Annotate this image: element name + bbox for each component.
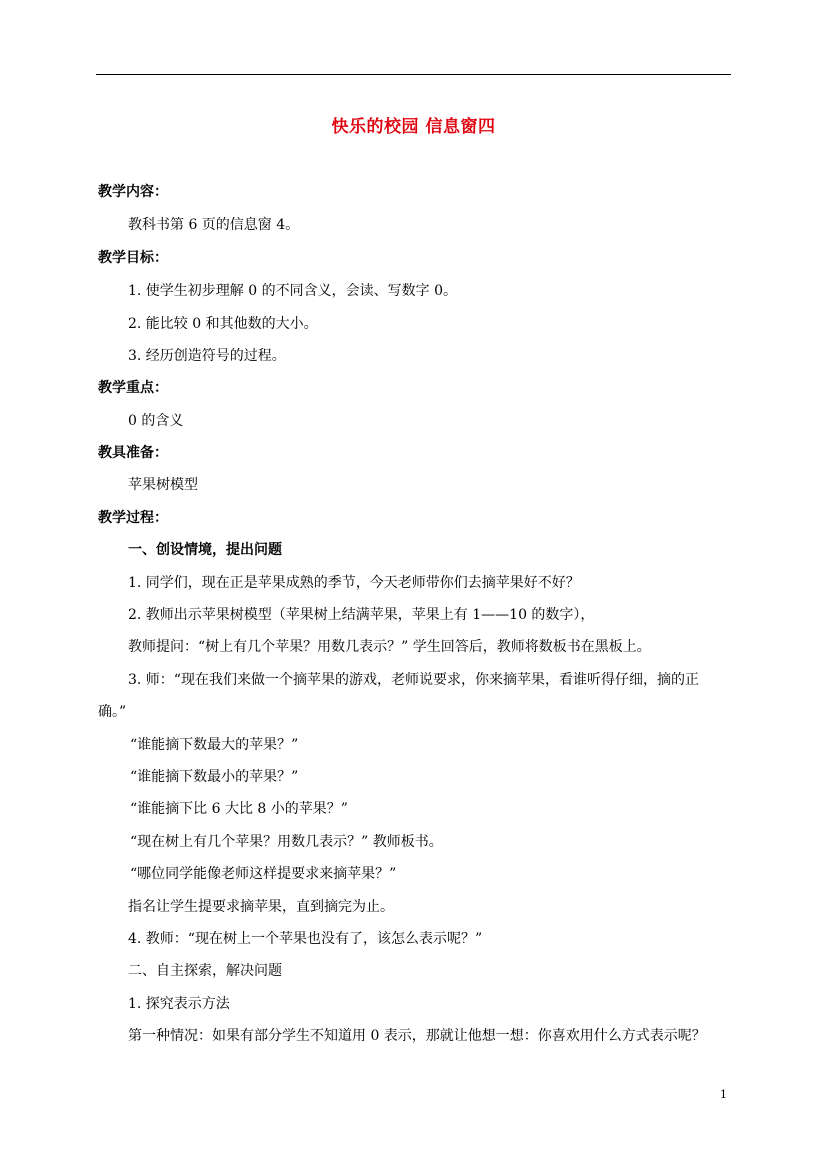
paragraph: 教科书第 6 页的信息窗 4。	[128, 217, 300, 233]
quote-line: “哪位同学能像老师这样提要求来摘苹果？”	[130, 866, 397, 882]
header-rule	[96, 74, 731, 75]
document-title: 快乐的校园 信息窗四	[331, 117, 496, 137]
paragraph: 1. 同学们，现在正是苹果成熟的季节，今天老师带你们去摘苹果好不好？	[128, 575, 580, 591]
paragraph: 教师提问：“树上有几个苹果？用数几表示？” 学生回答后，教师将数板书在黑板上。	[128, 639, 651, 655]
heading-teaching-goals: 教学目标：	[98, 250, 168, 266]
paragraph: 2. 教师出示苹果树模型（苹果树上结满苹果，苹果上有 1——10 的数字），	[128, 607, 595, 623]
list-item: 1. 使学生初步理解 0 的不同含义，会读、写数字 0。	[128, 283, 457, 299]
heading-teaching-process: 教学过程：	[98, 510, 168, 526]
quote-line: “现在树上有几个苹果？用数几表示？” 教师板书。	[130, 834, 443, 850]
paragraph: 0 的含义	[128, 413, 184, 429]
paragraph: 4. 教师：“现在树上一个苹果也没有了，该怎么表示呢？”	[128, 931, 483, 947]
section-heading: 一、创设情境，提出问题	[128, 542, 282, 558]
quote-line: “谁能摘下数最大的苹果？”	[130, 737, 299, 753]
paragraph-continuation: 确。”	[98, 704, 127, 720]
paragraph: 指名让学生提要求摘苹果，直到摘完为止。	[128, 899, 394, 915]
paragraph: 3. 师：“现在我们来做一个摘苹果的游戏，老师说要求，你来摘苹果，看谁听得仔细，摘的正	[128, 672, 699, 688]
quote-line: “谁能摘下数最小的苹果？”	[130, 769, 299, 785]
paragraph: 第一种情况：如果有部分学生不知道用 0 表示，那就让他想一想：你喜欢用什么方式表示呢？	[128, 1028, 706, 1044]
quote-line: “谁能摘下比 6 大比 8 小的苹果？”	[130, 801, 348, 817]
heading-teaching-content: 教学内容：	[98, 184, 168, 200]
heading-key-points: 教学重点：	[98, 380, 168, 396]
page-number: 1	[720, 1088, 727, 1101]
paragraph: 1. 探究表示方法	[128, 996, 230, 1012]
list-item: 3. 经历创造符号的过程。	[128, 348, 286, 364]
list-item: 2. 能比较 0 和其他数的大小。	[128, 316, 318, 332]
heading-materials: 教具准备：	[98, 445, 168, 461]
section-heading: 二、自主探索，解决问题	[128, 963, 282, 979]
paragraph: 苹果树模型	[128, 477, 198, 493]
